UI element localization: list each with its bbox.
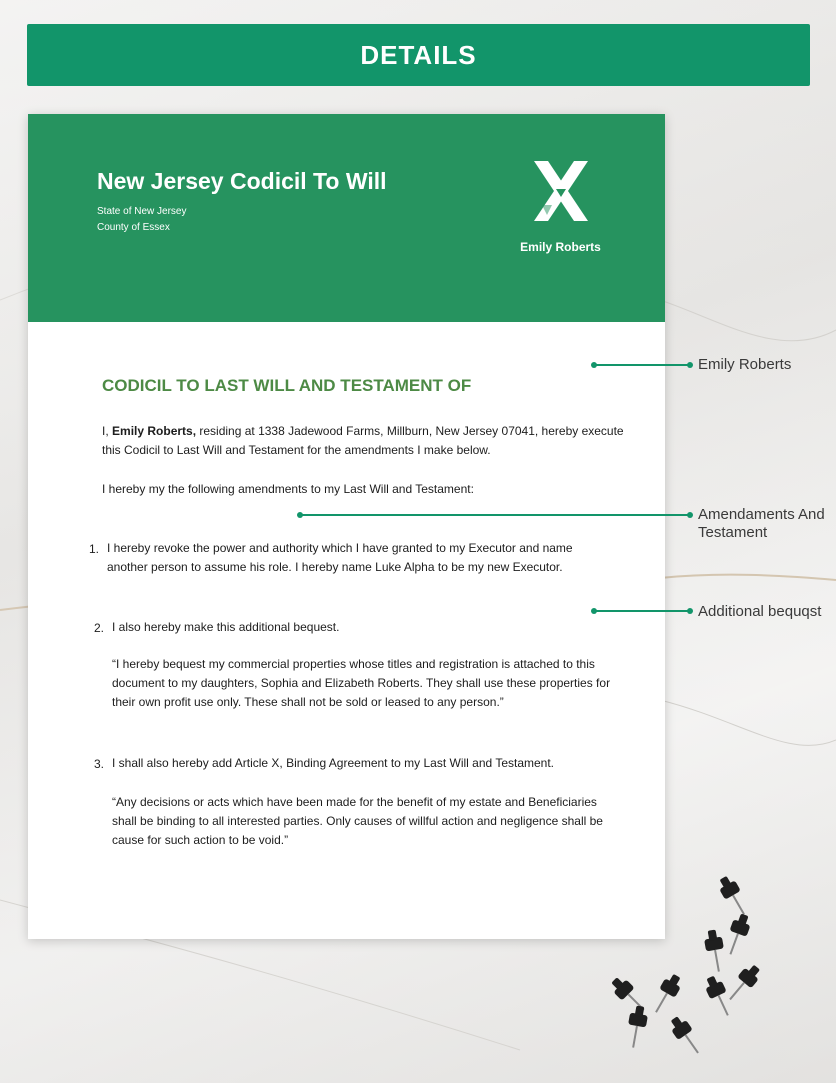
document-state: State of New Jersey xyxy=(97,206,187,217)
document-county: County of Essex xyxy=(97,222,170,233)
document-page xyxy=(28,114,665,939)
item-3-text: I shall also hereby add Article X, Binding Agreement to my Last Will and Testament. xyxy=(112,756,555,770)
callout-label: Additional bequqst xyxy=(698,603,822,620)
callout-label xyxy=(698,506,825,542)
callout-label-line: Testament xyxy=(698,524,768,541)
document-title: New Jersey Codicil To Will xyxy=(97,168,387,194)
item-2-quote-line: document to my daughters, Sophia and Elizabeth Roberts. They shall use these properties for xyxy=(112,676,611,690)
item-3-quote-line: “Any decisions or acts which have been made for the benefit of my estate and Beneficiaries xyxy=(112,795,597,809)
item-number-1: 1. xyxy=(89,542,100,556)
intro-paragraph xyxy=(102,422,642,460)
item-1-line: another person to assume his role. I hereby name Luke Alpha to be my new Executor. xyxy=(107,560,563,574)
item-3-quote xyxy=(112,793,652,850)
intro-name: Emily Roberts, xyxy=(112,424,197,438)
item-3-quote-line: cause for such action to be void.” xyxy=(112,833,289,847)
callout-dot xyxy=(687,362,693,368)
callout-dot xyxy=(687,608,693,614)
details-banner xyxy=(27,24,810,86)
item-1-line: I hereby revoke the power and authority which I have granted to my Executor and name xyxy=(107,541,573,555)
intro-rest: residing at 1338 Jadewood Farms, Millburn, New Jersey 07041, hereby execute xyxy=(196,424,624,438)
document-header xyxy=(28,114,665,322)
item-2-text: I also hereby make this additional bequest. xyxy=(112,620,340,634)
push-pins-decoration xyxy=(600,870,800,1060)
item-2-quote-line: “I hereby bequest my commercial properties whose titles and registration is attached to this xyxy=(112,657,595,671)
callout-label-line: Amendaments And xyxy=(698,506,825,523)
header-name: Emily Roberts xyxy=(520,240,601,254)
item-number-3: 3. xyxy=(94,757,105,771)
callout-dot xyxy=(687,512,693,518)
callout-line xyxy=(594,610,690,612)
item-1-text xyxy=(107,539,647,577)
callout-line xyxy=(300,514,690,516)
section-heading: CODICIL TO LAST WILL AND TESTAMENT OF xyxy=(102,376,472,395)
x-logo-icon xyxy=(530,159,592,225)
item-number-2: 2. xyxy=(94,621,105,635)
item-2-quote xyxy=(112,655,652,712)
item-3-quote-line: shall be binding to all interested parties. Only causes of willful action and negligence shall be xyxy=(112,814,603,828)
intro-line2: this Codicil to Last Will and Testament for the amendments I make below. xyxy=(102,443,491,457)
item-2-quote-line: their own profit use only. These shall not be sold or leased to any person.” xyxy=(112,695,504,709)
callout-label: Emily Roberts xyxy=(698,356,792,373)
amendments-intro: I hereby my the following amendments to my Last Will and Testament: xyxy=(102,482,474,496)
banner-title: DETAILS xyxy=(360,39,477,70)
push-pin-icon xyxy=(608,873,764,1058)
intro-prefix: I, xyxy=(102,424,113,438)
callout-line xyxy=(594,364,690,366)
